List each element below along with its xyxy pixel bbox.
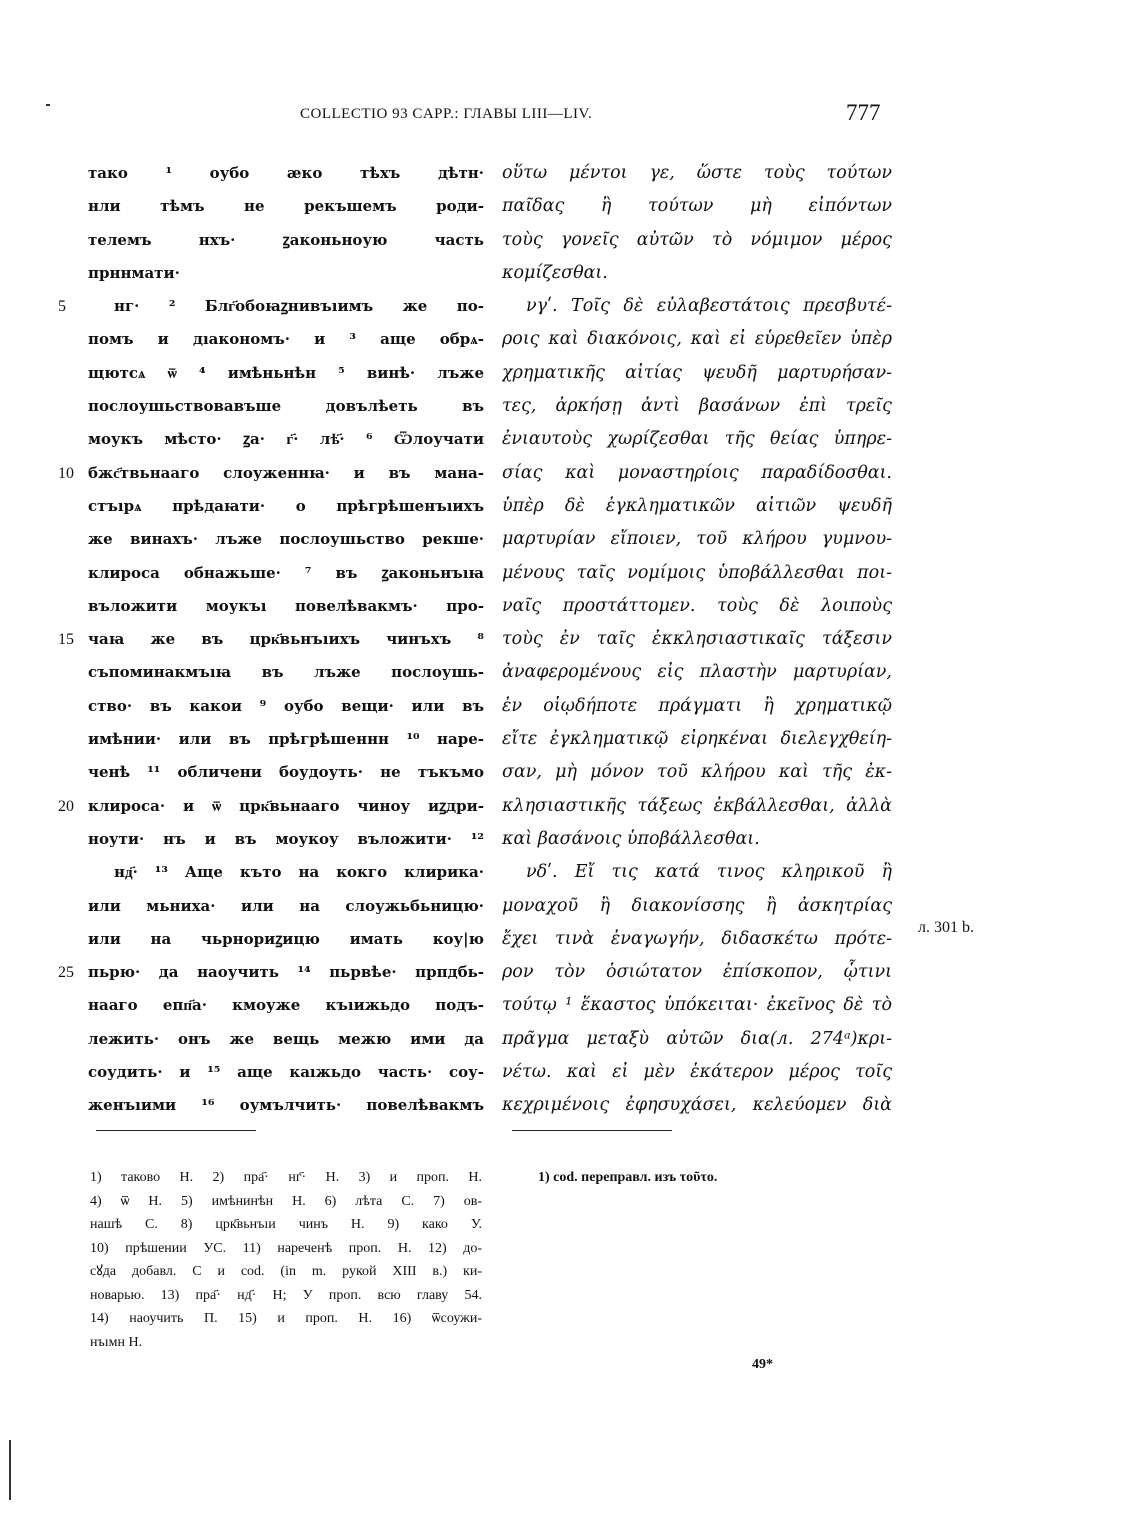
greek-line: ἐν οἱῳδήποτε πράγματι ἢ χρηματικῷ [502,695,892,716]
slavonic-line: чаꙗ же въ црк҃вьнъıихъ чинъхъ ⁸ [88,630,484,649]
slavonic-line: бжс҃твьнааго слоуженнꙗ· и въ мана- [88,463,484,482]
greek-line: σαν, μὴ μόνον τοῦ κλήρου καὶ τῆς ἐκ- [502,762,892,783]
greek-line: καὶ βασάνοις ὑποβάλλεσθαι. [502,828,760,849]
slavonic-line: клироса· и ѿ црк҃вьнааго чиноу иꙁдри- [88,796,484,815]
page-number: 777 [846,100,881,125]
greek-line: νδʹ. Εἴ τις κατά τινος κληρικοῦ ἢ [526,862,892,883]
footnote-line: сꙋда добавл. С и cod. (in m. рукой XIII в.) ки- [90,1264,482,1279]
greek-line: ναῖς προστάττομεν. τοὺς δὲ λοιποὺς [502,595,892,616]
slavonic-line: въложити моукъı повелѣвакмъ· про- [88,596,484,615]
slavonic-line: женъıими ¹⁶ оумълчить· повелѣвакмъ [88,1096,484,1115]
greek-line: πρᾶγμα μεταξὺ αὐτῶν δια(л. 274ᵃ)κρι- [502,1028,892,1049]
greek-line: νέτω. καὶ εἰ μὲν ἑκάτερον μέρος τοῖς [502,1062,892,1083]
footnote-line: 10) прѣшении УС. 11) нареченѣ проп. Н. 12) до- [90,1240,482,1256]
greek-line: τούτῳ ¹ ἕκαστος ὑπόκειται· ἐκεῖνος δὲ τὸ [502,995,892,1016]
slavonic-line: клироса обнажьше· ⁷ въ ꙁаконьнъıꙗ [88,563,484,582]
scan-speck [46,104,50,106]
slavonic-line: прннмати· [88,263,180,282]
slavonic-line: или на чьрнориꙁицю имать коу|ю [88,929,484,948]
slavonic-line: нг· ² Блг҃обоꙗꙁнивъıимъ же по- [114,297,484,316]
slavonic-line: щютсѧ ѿ ⁴ имѣньнѣн ⁵ винѣ· лъже [88,363,484,382]
footnote-rule-left [96,1130,256,1131]
footnote-right: 1) cod. переправл. изъ τοῦτο. [538,1170,718,1185]
footnote-rule-right [512,1130,672,1131]
slavonic-line: помъ и дıакономъ· и ³ аще обрѧ- [88,330,484,349]
greek-line: ἐνιαυτοὺς χωρίζεσθαι τῆς θείας ὑπηρε- [502,429,892,450]
footnote-line: новарью. 13) пра҃· нд҃· Н; У проп. всю главу 54. [90,1287,482,1303]
line-number: 10 [58,465,74,482]
slavonic-line: послоушьствовавъше довълѣеть въ [88,397,484,416]
slavonic-line: же винахъ· лъже послоушьство рекше· [88,530,484,549]
slavonic-line: нд҃· ¹³ Аще къто на кокго клирика· [114,863,484,882]
slavonic-line: съпоминакмъıꙗ въ лъже послоушь- [88,663,484,682]
greek-line: κεχριμένοις ἐφησυχάσει, κελεύομεν διὰ [502,1095,892,1116]
greek-line: ὑπὲρ δὲ ἐγκληματικῶν αἰτιῶν ψευδῆ [502,495,892,516]
greek-line: ρον τὸν ὁσιώτατον ἐπίσκοπον, ᾧτινι [502,962,892,983]
greek-line: κομίζεσθαι. [502,262,608,283]
greek-line: ροις καὶ διακόνοις, καὶ εἰ εὑρεθεῖεν ὑπὲρ [502,329,892,350]
slavonic-line: пьрю· да наоучить ¹⁴ пьрвѣе· прпдбь- [88,963,484,982]
footnote-line: 14) наоучить П. 15) и проп. Н. 16) ѿсоужи- [90,1311,482,1326]
greek-line: τοὺς γονεῖς αὐτῶν τὸ νόμιμον μέρος [502,229,892,250]
scan-edge-mark [9,1440,11,1500]
slavonic-line: или мьниха· или на слоужьбьницю· [88,896,484,915]
running-title: COLLECTIO 93 CAPP.: ГЛАВЫ LIII—LIV. [300,106,593,122]
slavonic-column [88,157,484,1123]
line-number: 15 [58,631,74,648]
greek-column [502,157,892,1123]
line-number: 25 [58,964,74,981]
slavonic-line: соудить· и ¹⁵ аще каıжьдо часть· соу- [88,1063,484,1082]
slavonic-line: стъıрѧ прѣдаꙗти· о прѣгрѣшенъıихъ [88,496,484,515]
greek-line: εἴτε ἐγκληματικῷ εἰρηκέναι διελεγχθείη- [502,729,892,750]
greek-line: τοὺς ἐν ταῖς ἐκκλησιαστικαῖς τάξεσιν [502,629,892,650]
slavonic-line: ченѣ ¹¹ обличени боудоуть· не тъкъмо [88,763,484,782]
slavonic-line: нааго епп҃а· кмоуже къıижьдо подъ- [88,996,484,1015]
greek-line: ἀναφερομένους εἰς πλαστὴν μαρτυρίαν, [502,662,892,683]
greek-line: μαρτυρίαν εἴποιεν, τοῦ κλήρου γυμνου- [502,529,892,550]
greek-line: μένους ταῖς νομίμοις ὑποβάλλεσθαι ποι- [502,562,892,583]
greek-line: οὕτω μέντοι γε, ὥστε τοὺς τούτων [502,163,892,183]
slavonic-line: моукъ мѣсто· ꙁа· г҃· лѣ҃· ⁶ Ѿлоучати [88,430,484,449]
slavonic-line: ноути· нъ и въ моукоу въложити· ¹² [88,829,484,848]
greek-line: κλησιαστικῆς τάξεως ἐκβάλλεσθαι, ἀλλὰ [502,795,892,816]
footnotes-left [90,1166,482,1354]
signature-mark: 49* [752,1357,773,1372]
greek-line: ἔχει τινὰ ἐναγωγήν, διδασκέτω πρότε- [502,928,892,949]
slavonic-line: лежить· онъ же вещь межю ими да [88,1029,484,1048]
greek-line: χρηματικῆς αἰτίας ψευδῆ μαρτυρήσαν- [502,362,892,383]
greek-line: τες, ἀρκήσῃ ἀντὶ βασάνων ἐπὶ τρεῖς [502,396,892,417]
greek-line: παῖδας ἢ τούτων μὴ εἰπόντων [502,196,892,217]
running-header [0,100,1140,132]
slavonic-line: тако ¹ оубо ӕко тѣхъ дѣтн· [88,164,484,182]
greek-line: μοναχοῦ ἢ διακονίσσης ἢ ἀσκητρίας [502,895,892,916]
footnote-line: нъıмн Н. [90,1334,143,1350]
slavonic-line: имѣнии· или въ прѣгрѣшеннн ¹⁰ наре- [88,730,484,749]
greek-line: σίας καὶ μοναστηρίοις παραδίδοσθαι. [502,462,892,483]
greek-line: νγʹ. Τοῖς δὲ εὐλαβεστάτοις πρεσβυτέ- [526,296,892,317]
margin-folio-note: л. 301 b. [918,919,974,936]
line-number: 20 [58,798,74,815]
footnote-line: 4) ѿ Н. 5) имѣнинѣн Н. 6) лѣта С. 7) ов- [90,1193,482,1209]
slavonic-line: ство· въ какои ⁹ оубо вещи· или въ [88,696,484,715]
footnote-line: нашѣ С. 8) црк҃вьнъıи чинъ Н. 9) како У. [90,1217,482,1232]
line-number: 5 [58,298,66,315]
footnote-line: 1) таково Н. 2) пра҃· нг҃· Н. 3) и проп. Н. [90,1170,482,1185]
slavonic-line: нли тѣмъ не рекъшемъ роди- [88,197,484,216]
slavonic-line: телемъ нхъ· ꙁаконьноую часть [88,230,484,249]
